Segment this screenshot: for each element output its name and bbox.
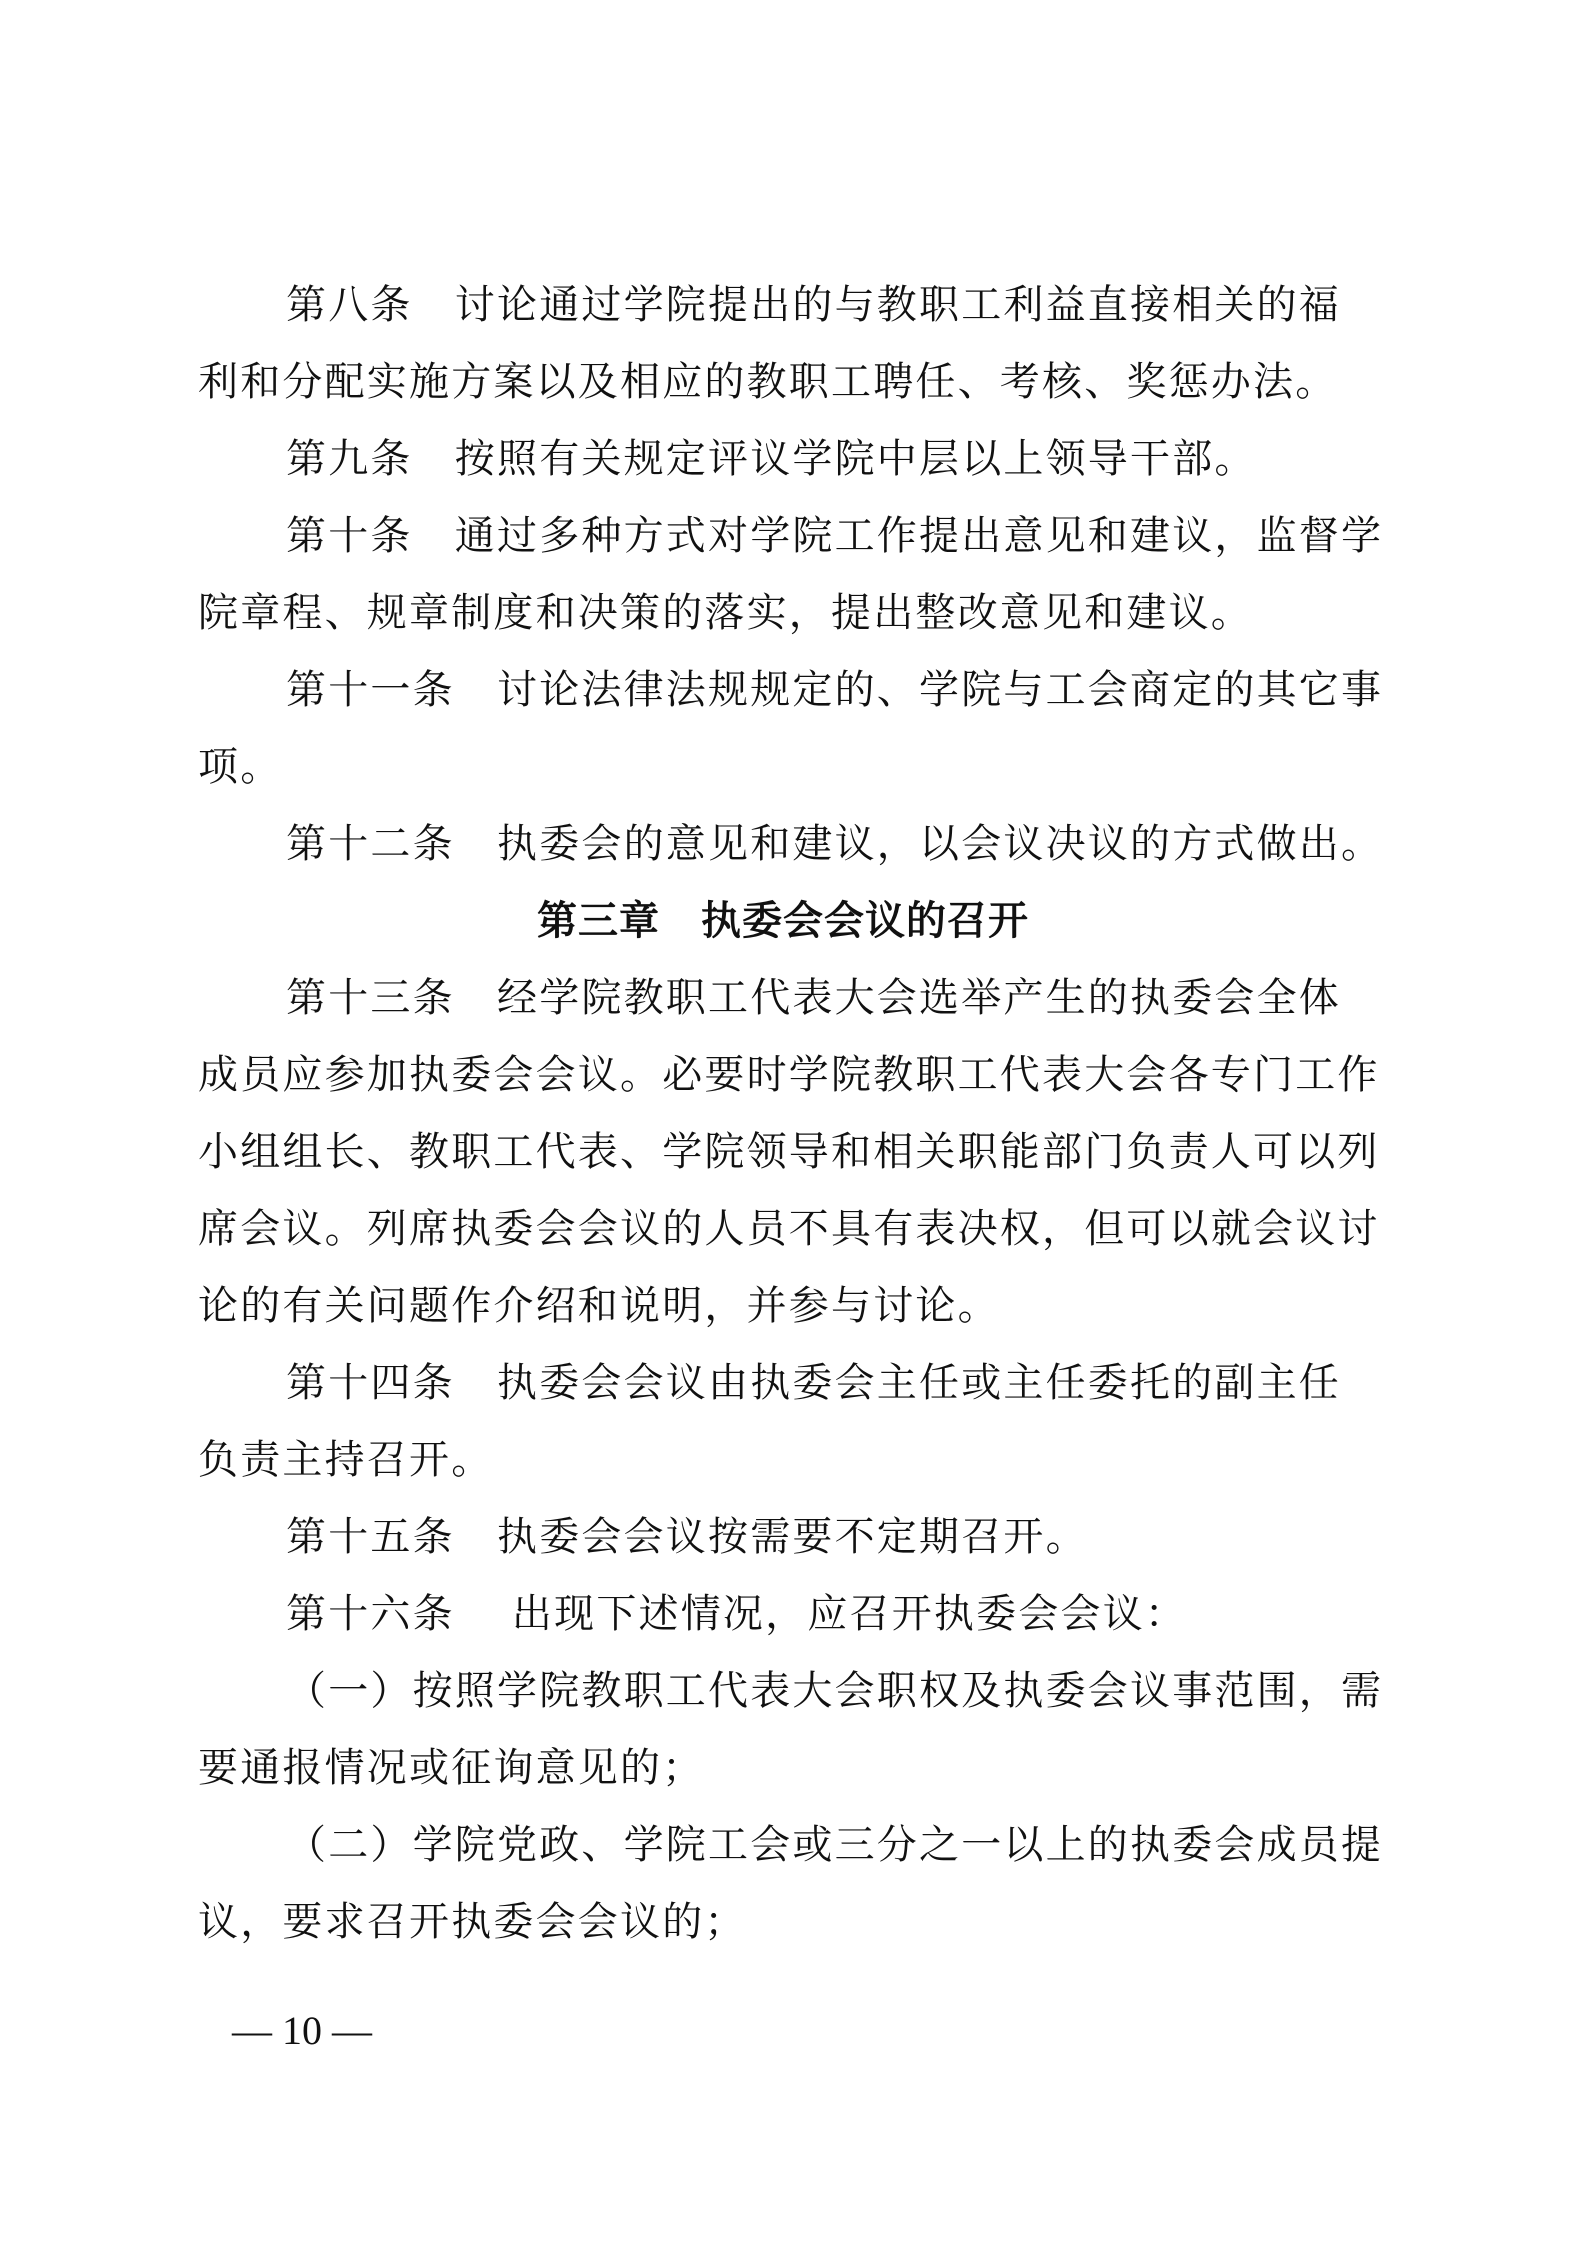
article-10-line-2: 院章程、规章制度和决策的落实，提出整改意见和建议。 bbox=[198, 590, 1253, 636]
article-13-line-2: 成员应参加执委会会议。必要时学院教职工代表大会各专门工作 bbox=[198, 1052, 1380, 1098]
article-text: 讨论通过学院提出的与教职工利益直接相关的福 bbox=[412, 282, 1342, 328]
item-number: （二） bbox=[286, 1822, 413, 1868]
item-number: （一） bbox=[286, 1668, 413, 1714]
article-text: 讨论法律法规规定的、学院与工会商定的其它事 bbox=[454, 667, 1384, 713]
article-13-line-1 bbox=[198, 960, 1388, 1037]
article-number: 第十条 bbox=[286, 513, 413, 559]
article-number: 第九条 bbox=[286, 436, 413, 482]
article-number: 第八条 bbox=[286, 282, 413, 328]
article-15-line-1 bbox=[198, 1499, 1388, 1576]
article-text: 出现下述情况，应召开执委会会议： bbox=[454, 1591, 1188, 1637]
article-number: 第十四条 bbox=[286, 1360, 455, 1406]
article-14-line-1 bbox=[198, 1345, 1388, 1422]
article-10-line-1 bbox=[198, 498, 1388, 575]
item-1-line-2: 要通报情况或征询意见的； bbox=[198, 1745, 705, 1791]
article-13-line-5: 论的有关问题作介绍和说明，并参与讨论。 bbox=[198, 1283, 1000, 1329]
article-11-line-1 bbox=[198, 652, 1388, 729]
page-number: — 10 — bbox=[232, 2008, 372, 2053]
document-page bbox=[198, 267, 1388, 1961]
article-text: 通过多种方式对学院工作提出意见和建议，监督学 bbox=[412, 513, 1384, 559]
item-1-line-1 bbox=[198, 1653, 1388, 1730]
article-text: 经学院教职工代表大会选举产生的执委会全体 bbox=[454, 975, 1342, 1021]
article-text: 执委会会议由执委会主任或主任委托的副主任 bbox=[454, 1360, 1342, 1406]
item-2-line-1 bbox=[198, 1807, 1388, 1884]
article-8-line-1 bbox=[198, 267, 1388, 344]
article-12-line-1 bbox=[198, 806, 1388, 883]
item-2-line-2: 议，要求召开执委会会议的； bbox=[198, 1899, 747, 1945]
article-text: 按照有关规定评议学院中层以上领导干部。 bbox=[412, 436, 1257, 482]
article-number: 第十一条 bbox=[286, 667, 455, 713]
article-number: 第十三条 bbox=[286, 975, 455, 1021]
item-text: 按照学院教职工代表大会职权及执委会议事范围，需 bbox=[412, 1668, 1384, 1714]
article-9-line-1 bbox=[198, 421, 1388, 498]
article-number: 第十六条 bbox=[286, 1591, 455, 1637]
article-number: 第十五条 bbox=[286, 1514, 455, 1560]
article-number: 第十二条 bbox=[286, 821, 455, 867]
article-16-line-1 bbox=[198, 1576, 1388, 1653]
article-text: 执委会的意见和建议，以会议决议的方式做出。 bbox=[454, 821, 1384, 867]
item-text: 学院党政、学院工会或三分之一以上的执委会成员提 bbox=[412, 1822, 1384, 1868]
article-13-line-4: 席会议。列席执委会会议的人员不具有表决权，但可以就会议讨 bbox=[198, 1206, 1380, 1252]
chapter-3-heading: 第三章 执委会会议的召开 bbox=[537, 898, 1029, 944]
article-14-line-2: 负责主持召开。 bbox=[198, 1437, 494, 1483]
article-8-line-2: 利和分配实施方案以及相应的教职工聘任、考核、奖惩办法。 bbox=[198, 359, 1338, 405]
article-text: 执委会会议按需要不定期召开。 bbox=[454, 1514, 1088, 1560]
article-11-line-2: 项。 bbox=[198, 744, 283, 790]
article-13-line-3: 小组组长、教职工代表、学院领导和相关职能部门负责人可以列 bbox=[198, 1129, 1380, 1175]
